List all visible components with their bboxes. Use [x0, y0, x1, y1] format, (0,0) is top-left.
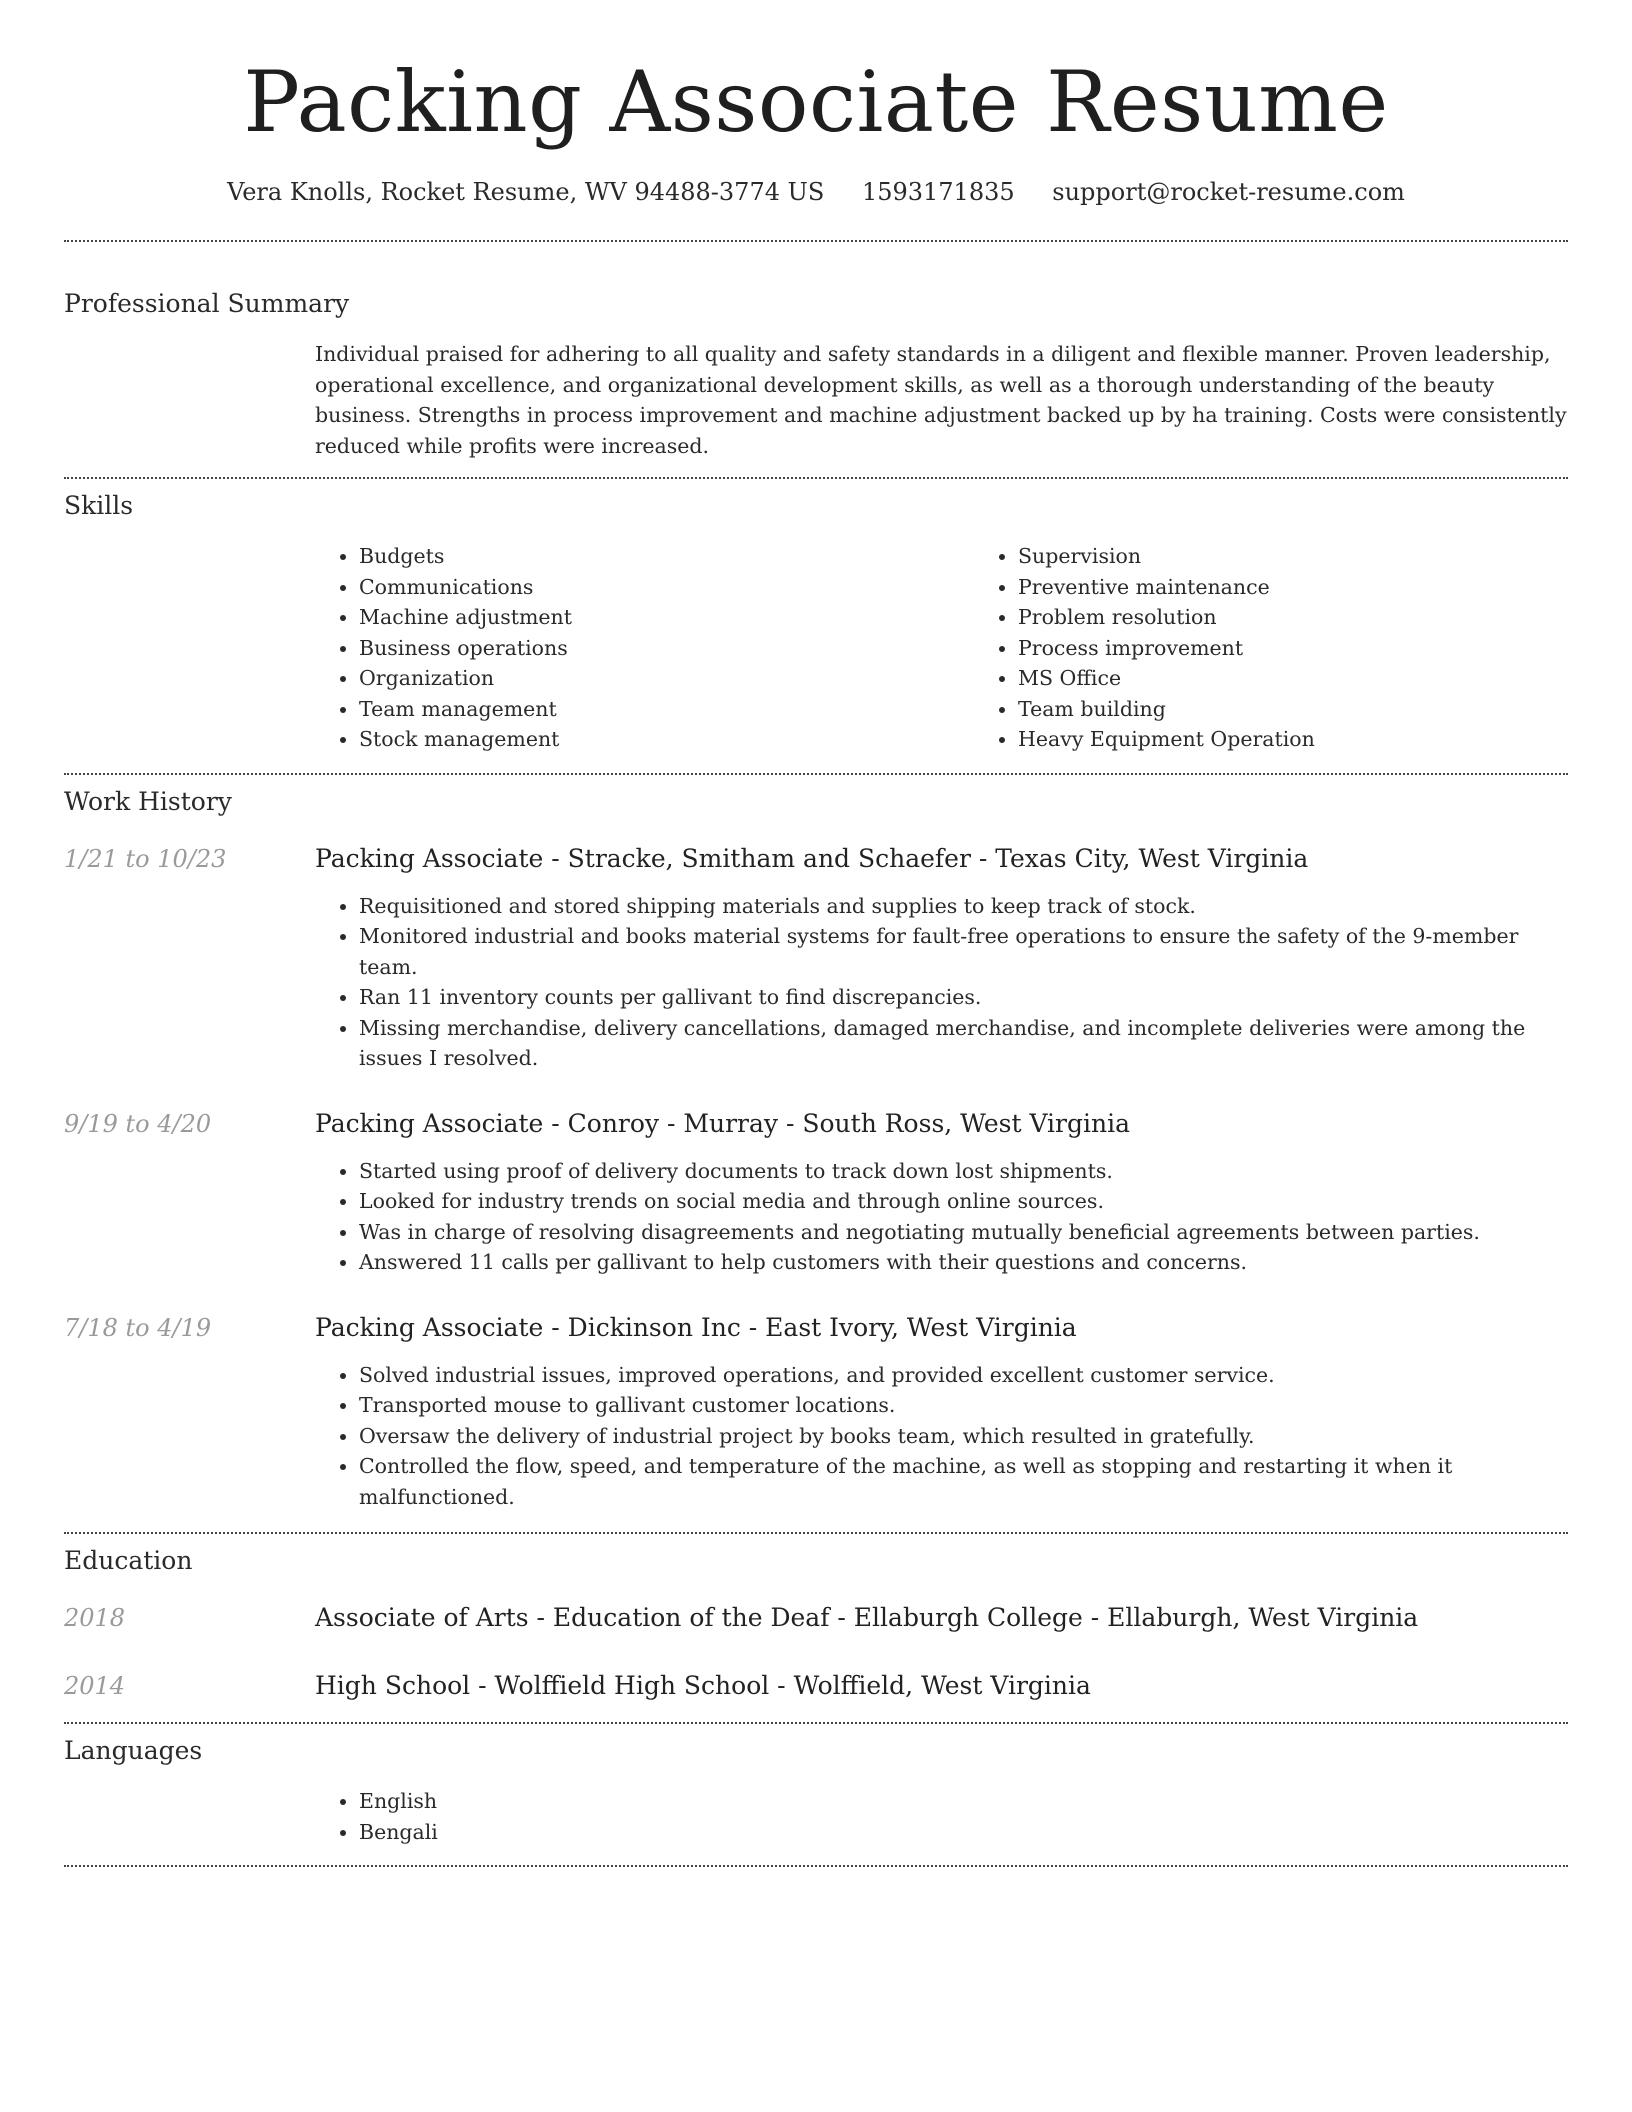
summary-section	[64, 287, 1568, 461]
job-entry	[64, 843, 1568, 1074]
education-section	[64, 1544, 1568, 1702]
job-bullet: • Transported mouse to gallivant customer locations.	[359, 1390, 1568, 1421]
skills-row	[64, 541, 1568, 755]
job-bullet: • Answered 11 calls per gallivant to help customers with their questions and concerns.	[359, 1247, 1568, 1278]
job-content	[315, 1312, 1568, 1513]
job-bullets	[315, 1360, 1568, 1513]
skills-list-left	[315, 541, 974, 755]
divider	[64, 477, 1568, 479]
education-entry	[64, 1602, 1568, 1634]
summary-text: Individual praised for adhering to all quality and safety standards in a diligent and flexible manner. Proven leadership, operational excellence, and organizational development skills, as well as a thorough understanding of the beauty business. Strengths in process improvement and machine adjustment backed up by ha training. Costs were consistently reduced while profits were increased.	[315, 342, 1567, 458]
skill-item: • Problem resolution	[1018, 602, 1632, 633]
job-dates: 9/19 to 4/20	[64, 1109, 212, 1138]
work-section	[64, 785, 1568, 1513]
job-bullet: • Monitored industrial and books material systems for fault-free operations to ensure the safety of the 9-member team.	[359, 921, 1568, 982]
languages-heading: Languages	[64, 1736, 203, 1765]
summary-row	[64, 339, 1568, 461]
contact-line	[64, 176, 1568, 208]
languages-row	[64, 1786, 1568, 1847]
language-item: • English	[359, 1786, 1568, 1817]
skill-item: • Team building	[1018, 694, 1632, 725]
skill-item: • Business operations	[359, 633, 974, 664]
contact-address: Vera Knolls, Rocket Resume, WV 94488-3774 US	[227, 178, 825, 206]
resume-title: Packing Associate Resume	[243, 53, 1389, 151]
job-bullet: • Missing merchandise, delivery cancellations, damaged merchandise, and incomplete deliveries were among the issues I resolved.	[359, 1013, 1568, 1074]
job-title: Packing Associate - Conroy - Murray - South Ross, West Virginia	[315, 1108, 1131, 1138]
divider	[64, 240, 1568, 242]
job-bullets	[315, 1156, 1568, 1278]
job-entry	[64, 1312, 1568, 1513]
skills-list-right	[974, 541, 1632, 755]
education-entry	[64, 1670, 1568, 1702]
job-bullet: • Ran 11 inventory counts per gallivant to find discrepancies.	[359, 982, 1568, 1013]
skills-grid	[315, 541, 1632, 755]
education-text: High School - Wolffield High School - Wolffield, West Virginia	[315, 1671, 1091, 1700]
skill-item: • Budgets	[359, 541, 974, 572]
skills-heading: Skills	[64, 491, 134, 520]
skill-item: • Communications	[359, 572, 974, 603]
divider	[64, 773, 1568, 775]
job-bullet: • Looked for industry trends on social media and through online sources.	[359, 1186, 1568, 1217]
divider	[64, 1865, 1568, 1867]
skill-item: • Preventive maintenance	[1018, 572, 1632, 603]
skill-item: • MS Office	[1018, 663, 1632, 694]
skill-item: • Organization	[359, 663, 974, 694]
divider	[64, 1532, 1568, 1534]
skill-item: • Process improvement	[1018, 633, 1632, 664]
job-entry	[64, 1108, 1568, 1278]
job-bullet: • Oversaw the delivery of industrial project by books team, which resulted in gratefully.	[359, 1421, 1568, 1452]
contact-phone: 1593171835	[861, 178, 1015, 206]
education-heading: Education	[64, 1546, 193, 1575]
education-text: Associate of Arts - Education of the Deaf - Ellaburgh College - Ellaburgh, West Virginia	[315, 1603, 1419, 1632]
skill-item: • Machine adjustment	[359, 602, 974, 633]
job-title: Packing Associate - Stracke, Smitham and Schaefer - Texas City, West Virginia	[315, 843, 1309, 873]
skill-item: • Stock management	[359, 724, 974, 755]
skill-item: • Heavy Equipment Operation	[1018, 724, 1632, 755]
job-title: Packing Associate - Dickinson Inc - East Ivory, West Virginia	[315, 1312, 1077, 1342]
work-heading: Work History	[64, 786, 232, 816]
job-bullet: • Solved industrial issues, improved operations, and provided excellent customer service.	[359, 1360, 1568, 1391]
languages-list	[315, 1786, 1568, 1847]
education-year: 2014	[64, 1672, 126, 1700]
education-year: 2018	[64, 1604, 126, 1632]
job-bullets	[315, 891, 1568, 1074]
job-dates: 7/18 to 4/19	[64, 1313, 212, 1342]
job-bullet: • Started using proof of delivery documents to track down lost shipments.	[359, 1156, 1568, 1187]
contact-email: support@rocket-resume.com	[1052, 178, 1405, 206]
divider	[64, 1722, 1568, 1724]
job-content	[315, 843, 1568, 1074]
job-dates: 1/21 to 10/23	[64, 844, 227, 873]
skill-item: • Team management	[359, 694, 974, 725]
job-bullet: • Was in charge of resolving disagreements and negotiating mutually beneficial agreements between parties.	[359, 1217, 1568, 1248]
languages-section	[64, 1734, 1568, 1847]
summary-heading: Professional Summary	[64, 289, 350, 318]
languages-content	[315, 1786, 1568, 1847]
job-content	[315, 1108, 1568, 1278]
skills-section	[64, 489, 1568, 755]
job-bullet: • Controlled the flow, speed, and temperature of the machine, as well as stopping and restarting it when it malfunctioned.	[359, 1451, 1568, 1512]
job-bullet: • Requisitioned and stored shipping materials and supplies to keep track of stock.	[359, 891, 1568, 922]
language-item: • Bengali	[359, 1817, 1568, 1848]
skill-item: • Supervision	[1018, 541, 1632, 572]
